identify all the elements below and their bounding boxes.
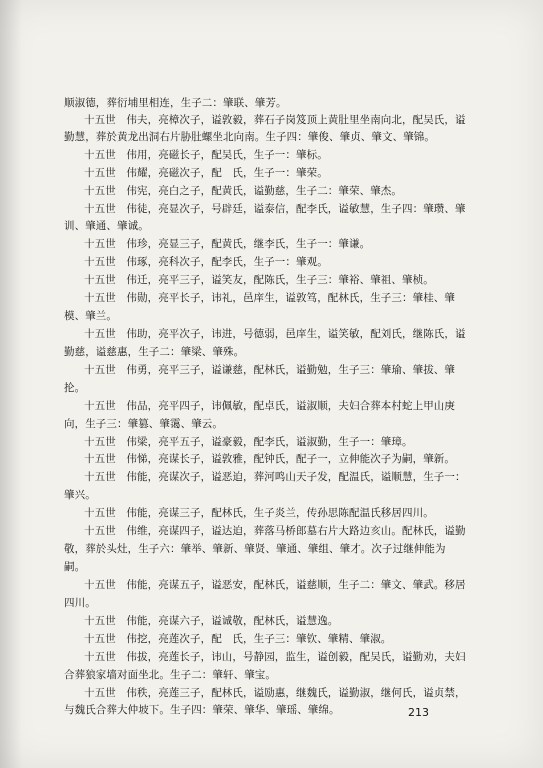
text-line: 十五世 伟琢，亮科次子，配李氏，生子一：肇观。 [84,256,328,268]
text-line: 嗣。 [64,561,86,573]
text-line: 十五世 伟夫，亮樟次子，谥敦毅，葬石子岗笈顶上黄肚里坐南向北，配吴氏，谥 [84,114,466,126]
page-number: 213 [408,706,429,719]
text-line: 合葬狼家墙对面坐北。生子二：肇轩、肇宝。 [64,669,276,681]
text-line: 抡。 [64,382,86,394]
text-line: 十五世 伟珍，亮显三子，配黄氏，继李氏，生子一：肇谦。 [84,238,371,250]
text-line: 十五世 伟徒，亮显次子，号辟廷，谥泰信，配李氏，谥敏慧，生子四：肇瓒、肇 [84,203,466,215]
text-line: 十五世 伟能，亮谋次子，谥恶迫，葬河鸣山天子发，配温氏，谥顺慧，生子一： [84,471,466,483]
text-line: 勤慈，谥慈惠，生子二：肇梁、肇殊。 [64,346,245,358]
text-line: 十五世 伟能，亮谋五子，谥恶安，配林氏，谥慈顺，生子二：肇文、肇武。移居 [84,579,466,591]
text-line: 十五世 伟悌，亮谋长子，谥敦雅，配钟氏，配子一，立伸能次子为嗣，肇新。 [84,453,455,465]
text-line: 肇兴。 [64,489,96,501]
text-line: 十五世 伟能，亮谋三子，配林氏，生子炎兰，传孙思陈配温氏移居四川。 [84,507,434,519]
text-line: 十五世 伟拔，亮莲长子，讳山，号静园，监生，谥创毅，配吴氏，谥勤劝，夫妇 [84,651,466,663]
text-line: 敬，葬於头灶，生子六：肇举、肇新、肇贤、肇通、肇组、肇才。次子过继伸能为 [64,543,446,555]
text-line: 四川。 [64,597,96,609]
text-line: 模、肇兰。 [64,310,117,322]
text-line: 十五世 伟挖，亮莲次子，配 氏，生子三：肇钦、肇精、肇淑。 [84,633,392,645]
text-line: 顺淑德，葬衍埔里相连，生子二：肇联、肇芳。 [64,97,287,109]
text-line: 十五世 伟迁，亮平三子，谥笑友，配陈氏，生子三：肇裕、肇祖、肇桢。 [84,274,434,286]
text-line: 十五世 伟能，亮谋六子，谥诚敬，配林氏，谥慧逸。 [84,615,339,627]
text-line: 十五世 伟维，亮谋四子，谥达迫，葬落马桥郎墓右片大路边亥山。配林氏，谥勤 [84,525,466,537]
text-line: 十五世 伟勋，亮平长子，讳礼，邑庠生，谥敦笃，配林氏，生子三：肇桂、肇 [84,292,455,304]
text-line: 向，生子三：肇篡、肇霭、肇云。 [64,418,223,430]
text-line: 十五世 伟品，亮平四子，讳佩敏，配卓氏，谥淑顺，夫妇合葬本村蛇上甲山庚 [84,400,455,412]
text-line: 与魏氏合葬大仲坡下。生子四：肇荣、肇华、肇瑶、肇绵。 [64,704,340,716]
text-line: 十五世 伟梁，亮平五子，谥豪毅，配李氏，谥淑勤，生子一：肇璋。 [84,436,413,448]
text-line: 训、肇通、肇诚。 [64,220,149,232]
text-line: 十五世 伟秩，亮莲三子，配林氏，谥励惠，继魏氏，谥勤淑，继何氏，谥贞禁， [84,687,466,699]
text-line: 十五世 伟宪，亮白之子，配黄氏，谥勤慈，生子二：肇荣、肇杰。 [84,185,402,197]
text-line: 勤慧，葬於黄龙出洞右片胁肚螺坐北向南。生子四：肇俊、肇贞、肇文、肇锦。 [64,131,435,143]
text-line: 十五世 伟用，亮磁长子，配吴氏，生子一：肇标。 [84,149,328,161]
text-line: 十五世 伟耀，亮磁次子，配 氏，生子一：肇荣。 [84,167,328,179]
text-line: 十五世 伟勇，亮平三子，谥谦慈，配林氏，谥勤勉，生子三：肇瑜、肇拔、肇 [84,364,455,376]
text-line: 十五世 伟助，亮平次子，讳进，号德弱，邑庠生，谥笑敏，配刘氏，继陈氏，谥 [84,328,466,340]
